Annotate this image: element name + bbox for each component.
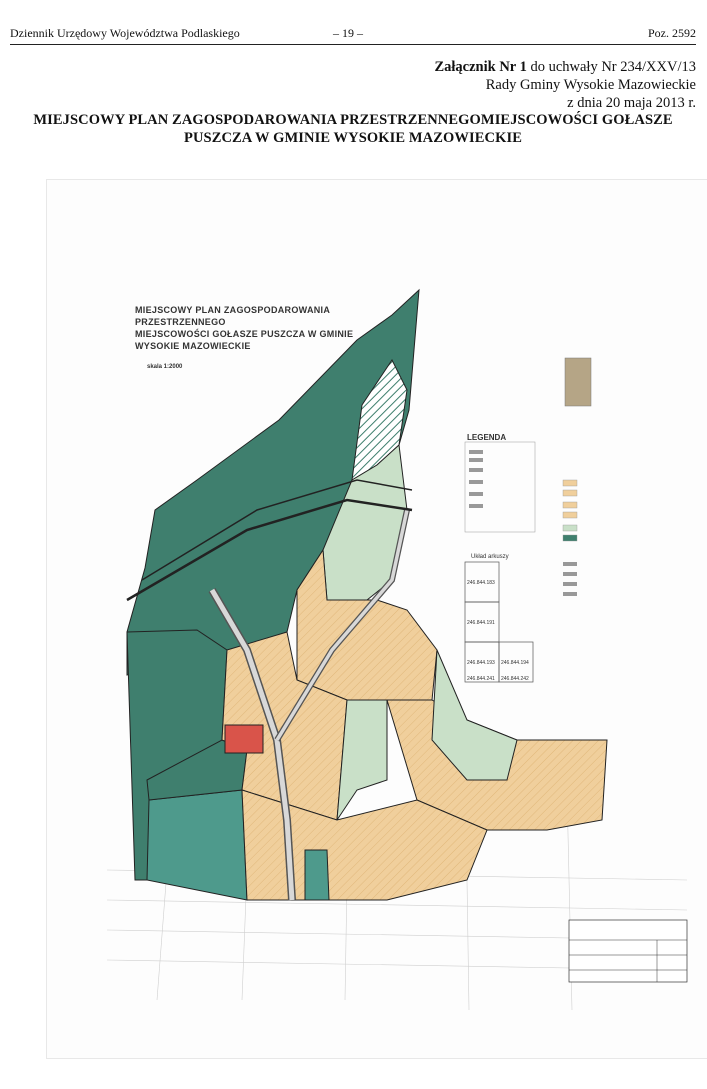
- service-zone: [225, 725, 263, 753]
- document-title: [10, 111, 696, 147]
- annex-block: [434, 58, 696, 112]
- document-title-line-1: MIEJSCOWY PLAN ZAGOSPODAROWANIA PRZESTRZENNEGOMIEJSCOWOŚCI GOŁASZE: [33, 112, 673, 128]
- annex-line-1: [434, 58, 696, 76]
- sheet-grid-heading: Układ arkuszy: [471, 554, 509, 560]
- map-title-line: WYSOKIE MAZOWIECKIE: [135, 341, 251, 351]
- page-number: – 19 –: [333, 26, 363, 40]
- annex-date: z dnia 20 maja 2013 r.: [567, 95, 696, 111]
- document-title-line-2: PUSZCZA W GMINIE WYSOKIE MAZOWIECKIE: [184, 130, 522, 146]
- map-scale: skala 1:2000: [147, 364, 183, 370]
- annex-council: Rady Gminy Wysokie Mazowieckie: [485, 77, 696, 93]
- sheet-label: 246.844.241: [467, 676, 495, 682]
- sheet-label: 246.844.193: [467, 660, 495, 666]
- position-number: Poz. 2592: [648, 26, 696, 40]
- legend-heading: LEGENDA: [467, 433, 507, 442]
- map-title-line: MIEJSCOWOŚCI GOŁASZE PUSZCZA W GMINIE: [135, 329, 354, 339]
- page-header: [10, 26, 696, 44]
- map-title-line: PRZESTRZENNEGO: [135, 317, 226, 327]
- annex-label: Załącznik Nr 1: [434, 59, 527, 75]
- sheet-label: 246.844.194: [501, 660, 529, 666]
- teal-patch: [305, 850, 329, 900]
- map-title-line: MIEJSCOWY PLAN ZAGOSPODAROWANIA: [135, 305, 331, 315]
- zoning-map: [46, 179, 707, 1059]
- teal-zone-south: [147, 790, 247, 900]
- annex-resolution: do uchwały Nr 234/XXV/13: [526, 59, 696, 75]
- map-title: [135, 304, 353, 352]
- sheet-label: 246.844.191: [467, 620, 495, 626]
- sheet-label: 246.844.242: [501, 676, 529, 682]
- location-inset: [565, 358, 591, 406]
- header-rule: [10, 44, 696, 45]
- journal-name: Dziennik Urzędowy Województwa Podlaskiego: [10, 26, 240, 40]
- legend-panel: [465, 442, 577, 596]
- title-block: [569, 920, 687, 982]
- sheet-label: 246.844.183: [467, 580, 495, 586]
